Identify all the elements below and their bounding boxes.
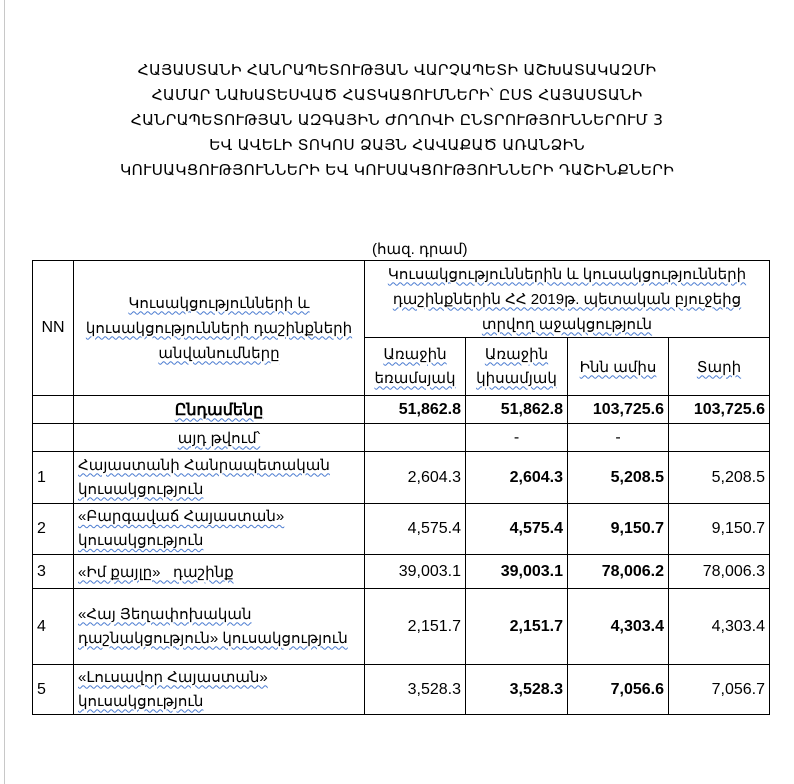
row-h1: 39,003.1 [466,555,568,589]
title-line: ԵՎ ԱՎԵԼԻ ՏՈԿՈՍ ՁԱՅՆ ՀԱՎԱՔԱԾ ԱՌԱՆՁԻՆ [209,136,585,154]
total-nn [33,396,74,424]
funding-table [32,260,770,715]
including-row [33,424,770,452]
row-q1: 39,003.1 [365,555,466,589]
row-m9: 5,208.5 [568,452,669,504]
header-q1 [365,338,466,396]
row-m9: 9,150.7 [568,504,669,555]
document-title [60,58,734,183]
row-name-text: «Բարգավաճ Հայաստան» կուսակցություն [78,508,285,549]
unit-label: (հազ. դրամ) [372,241,468,258]
row-h1: 2,151.7 [466,589,568,665]
row-name-text: «Հայ Յեղափոխական դաշնակցություն» կուսակցություն [78,605,348,647]
header-m9-text: Ինն ամիս [579,358,657,376]
header-name-text: Կուսակցությունների և կուսակցությունների դաշինքների անվանումները [85,294,353,362]
title-line: ՀԱՄԱՐ ՆԱԽԱՏԵՍՎԱԾ ՀԱՏԿԱՑՈՒՄՆԵՐԻ՝ ԸՍՏ ՀԱՅԱՍՏԱՆԻ [151,86,643,104]
row-name [74,452,365,504]
row-h1: 2,604.3 [466,452,568,504]
header-h1 [466,338,568,396]
row-year: 9,150.7 [669,504,770,555]
including-label [74,424,365,452]
including-m9: - [568,424,669,452]
header-h1-text: Առաջին կիսամյակ [476,345,557,387]
row-name [74,504,365,555]
table-row [33,452,770,504]
title-line: ԿՈՒՍԱԿՑՈՒԹՅՈՒՆՆԵՐԻ ԵՎ ԿՈՒՍԱԿՑՈՒԹՅՈՒՆՆԵՐԻ ԴԱՇԻՆՔՆԵՐԻ [119,161,675,179]
title-line: ՀԱՆՐԱՊԵՏՈՒԹՅԱՆ ԱԶԳԱՅԻՆ ԺՈՂՈՎԻ ԸՆՏՐՈՒԹՅՈՒՆՆԵՐՈՒՄ 3 [130,111,664,129]
total-year: 103,725.6 [669,396,770,424]
row-nn: 4 [33,589,74,665]
row-name [74,589,365,665]
total-row [33,396,770,424]
header-year-text: Տարի [696,358,742,376]
row-name-text: «Իմ քայլը» դաշինք [78,563,234,581]
row-h1: 4,575.4 [466,504,568,555]
header-name [74,261,365,396]
row-q1: 3,528.3 [365,665,466,715]
including-label-text: այդ թվում՝ [177,429,261,447]
header-group-text: Կուսակցություններին և կուսակցությունների դաշինքներին ՀՀ 2019թ. պետական բյուջեից տրվող աջակցություն [387,265,747,333]
row-q1: 2,151.7 [365,589,466,665]
page-edge-line [4,0,5,784]
row-nn: 3 [33,555,74,589]
row-m9: 7,056.6 [568,665,669,715]
including-h1: - [466,424,568,452]
row-h1: 3,528.3 [466,665,568,715]
row-name-text: «Լուսավոր Հայաստան» կուսակցություն [78,668,268,710]
including-year [669,424,770,452]
row-nn: 2 [33,504,74,555]
total-h1: 51,862.8 [466,396,568,424]
row-q1: 2,604.3 [365,452,466,504]
row-m9: 78,006.2 [568,555,669,589]
table-row [33,589,770,665]
table-row [33,665,770,715]
header-row [33,261,770,338]
total-label-text: Ընդամենը [174,401,264,419]
total-q1: 51,862.8 [365,396,466,424]
title-line: ՀԱՅԱՍՏԱՆԻ ՀԱՆՐԱՊԵՏՈՒԹՅԱՆ ՎԱՐՉԱՊԵՏԻ ԱՇԽԱՏԱԿԱԶՄԻ [137,61,657,79]
row-year: 78,006.3 [669,555,770,589]
including-q1 [365,424,466,452]
row-m9: 4,303.4 [568,589,669,665]
table-row [33,555,770,589]
header-nn: NN [33,261,74,396]
row-name [74,665,365,715]
header-year [669,338,770,396]
table-row [33,504,770,555]
header-group [365,261,770,338]
including-nn [33,424,74,452]
row-year: 4,303.4 [669,589,770,665]
header-q1-text: Առաջին եռամսյակ [374,345,456,387]
row-year: 5,208.5 [669,452,770,504]
row-nn: 1 [33,452,74,504]
row-name [74,555,365,589]
row-name-text: Հայաստանի Հանրապետական կուսակցություն [78,456,330,498]
total-label [74,396,365,424]
row-q1: 4,575.4 [365,504,466,555]
header-m9 [568,338,669,396]
total-m9: 103,725.6 [568,396,669,424]
row-nn: 5 [33,665,74,715]
row-year: 7,056.7 [669,665,770,715]
